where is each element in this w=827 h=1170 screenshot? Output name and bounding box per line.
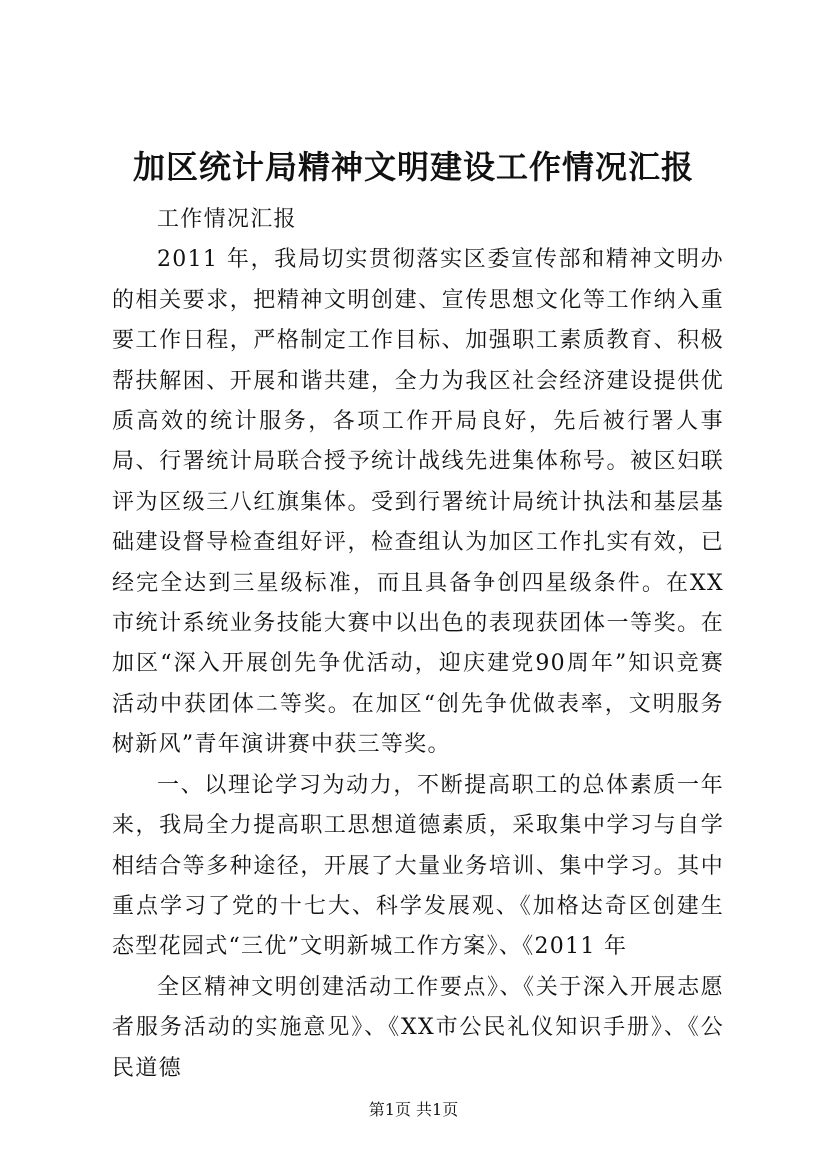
document-body <box>112 200 724 1089</box>
subtitle-paragraph: 工作情况汇报 <box>157 207 297 232</box>
body-paragraph-3: 全区精神文明创建活动工作要点》、《关于深入开展志愿者服务活动的实施意见》、《XX市公民礼仪知识手册》、《公民道德 <box>112 974 724 1081</box>
document-title: 加区统计局精神文明建设工作情况汇报 <box>132 148 694 186</box>
page-number-label: 第1页 共1页 <box>368 1100 459 1119</box>
page-footer <box>0 1100 827 1120</box>
body-paragraph-1: 2011 年，我局切实贯彻落实区委宣传部和精神文明办的相关要求，把精神文明创建、宣传思想文化等工作纳入重要工作日程，严格制定工作目标、加强职工素质教育、积极帮扶解困、开展和谐共建，全力为我区社会经济建设提供优质高效的统计服务，各项工作开局良好，先后被行署人事局、行署统计局联合授予统计战线先进集体称号。被区妇联评为区级三八红旗集体。受到行署统计局统计执法和基层基础建设督导检查组好评，检查组认为加区工作扎实有效，已经完全达到三星级标准，而且具备争创四星级条件。在XX市统计系统业务技能大赛中以出色的表现获团体一等奖。在加区“深入开展创先争优活动，迎庆建党90周年”知识竞赛活动中获团体二等奖。在加区“创先争优做表率，文明服务树新风”青年演讲赛中获三等奖。 <box>112 247 724 758</box>
body-paragraph-2: 一、以理论学习为动力，不断提高职工的总体素质一年来，我局全力提高职工思想道德素质，采取集中学习与自学相结合等多种途径，开展了大量业务培训、集中学习。其中重点学习了党的十七大、科学发展观、《加格达奇区创建生态型花园式“三优”文明新城工作方案》、《2011 年 <box>112 772 724 960</box>
